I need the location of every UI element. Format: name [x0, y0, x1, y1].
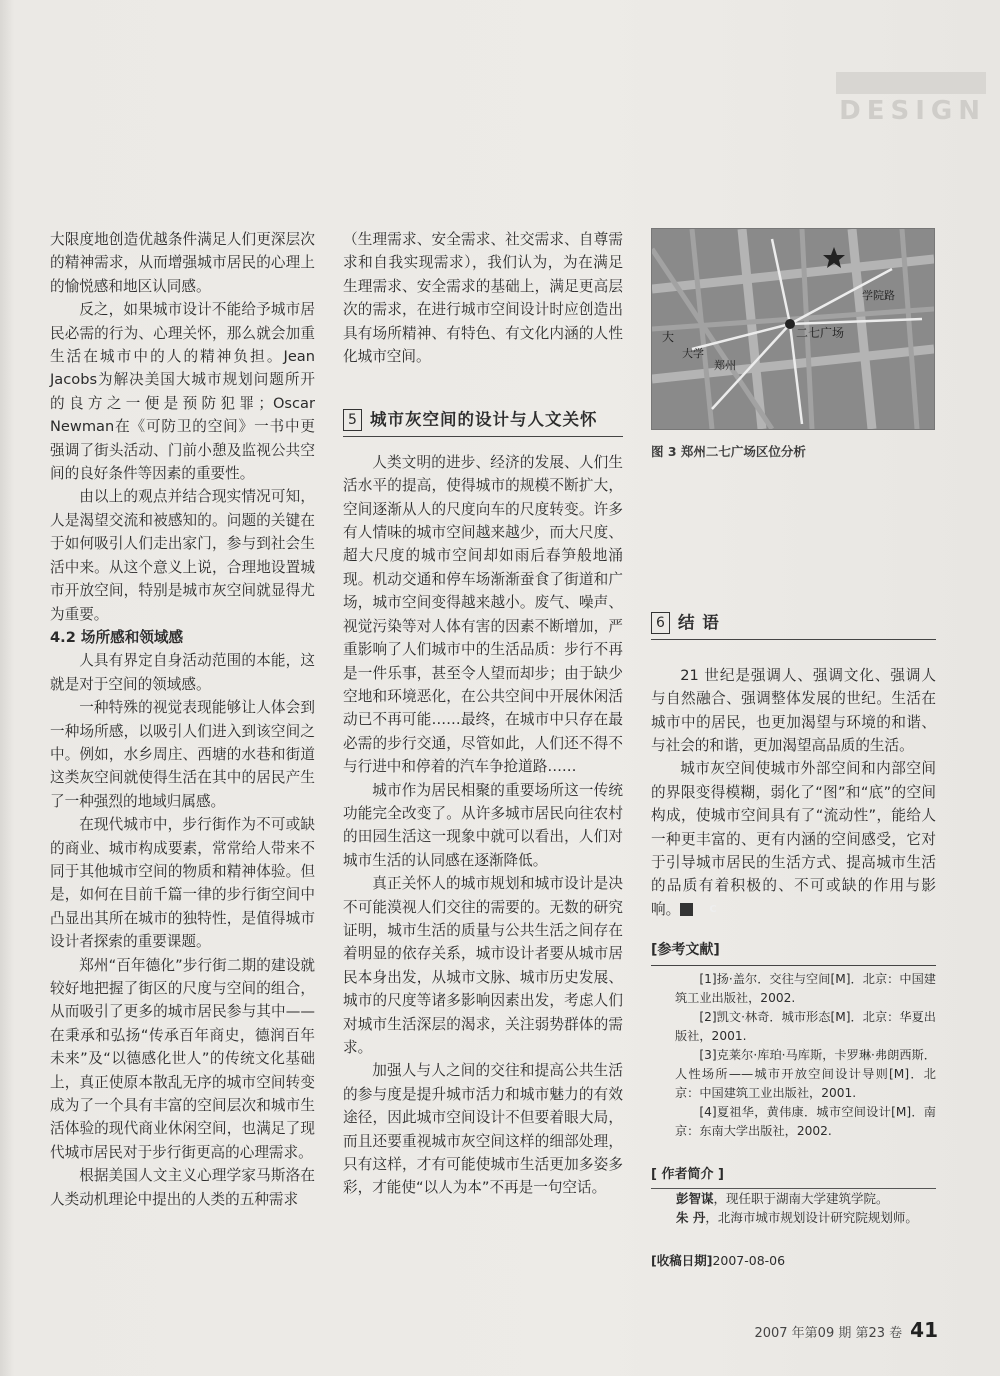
received-value: 2007-08-06 — [712, 1253, 786, 1269]
page-number: 41 — [910, 1318, 938, 1342]
paragraph-text: 城市灰空间使城市外部空间和内部空间的界限变得模糊，弱化了“图”和“底”的空间构成，使城市空间具有了“流动性”，能给人一种更丰富的、更有内涵的空间感受，它对于引导城市居民的生活方式、提高城市生活的品质有着积极的、不可或缺的作用与影响。 — [651, 760, 936, 918]
reference-item: [2]凯文·林奇．城市形态[M]．北京：华夏出版社，2001. — [675, 1009, 936, 1043]
paragraph: 城市作为居民相聚的重要场所这一传统功能完全改变了。从许多城市居民向往农村的田园生活这一现象中就可以看出，人们对城市生活的认同感在逐渐降低。 — [343, 781, 623, 869]
section-heading-5 — [343, 408, 623, 436]
column-3 — [651, 228, 936, 1273]
paragraph — [651, 757, 936, 921]
author-affiliation: ，现任职于湖南大学建筑学院。 — [713, 1191, 889, 1207]
map-label: 郑州 — [714, 359, 736, 372]
paragraph: 一种特殊的视觉表现能够让人体会到一种场所感，以吸引人们进入到该空间之中。例如，水乡周庄、西塘的水巷和街道这类灰空间就使得生活在其中的居民产生了一种强烈的地域归属感。 — [50, 699, 315, 810]
author-entry — [651, 1208, 936, 1227]
subsection-heading: 4.2 场所感和领域感 — [50, 628, 184, 646]
author-info-heading: [ 作者简介 ] — [651, 1163, 936, 1189]
issue-info: 2007 年第09 期 第23 卷 — [754, 1326, 903, 1341]
paragraph: 根据美国人文主义心理学家马斯洛在人类动机理论中提出的人类的五种需求 — [50, 1167, 315, 1208]
paragraph: 大限度地创造优越条件满足人们更深层次的精神需求，从而增强城市居民的心理上的愉悦感和地区认同感。 — [50, 231, 315, 295]
map-label: 二七广场 — [796, 326, 845, 340]
author-entry — [651, 1189, 936, 1208]
paragraph: 由以上的观点并结合现实情况可知，人是渴望交流和被感知的。问题的关键在于如何吸引人们走出家门，参与到社会生活中来。从这个意义上说，合理地设置城市开放空间，特别是城市灰空间就显得尤为重要。 — [50, 488, 315, 623]
paragraph: 21 世纪是强调人、强调文化、强调人与自然融合、强调整体发展的世纪。生活在城市中的居民，也更加渴望与环境的和谐、与社会的和谐，更加渴望高品质的生活。 — [651, 666, 936, 755]
figure-caption: 图 3 郑州二七广场区位分析 — [651, 444, 806, 459]
column-1 — [50, 228, 315, 1211]
paragraph: 人具有界定自身活动范围的本能，这就是对于空间的领域感。 — [50, 652, 315, 693]
reference-item: [1]扬·盖尔．交往与空间[M]．北京：中国建筑工业出版社，2002. — [675, 971, 936, 1005]
reference-item: [4]夏祖华，黄伟康．城市空间设计[M]．南京：东南大学出版社，2002. — [675, 1104, 936, 1138]
received-date — [651, 1249, 936, 1272]
author-affiliation: ，北海市城市规划设计研究院规划师。 — [705, 1210, 918, 1226]
end-of-article-mark: C — [680, 903, 693, 916]
received-label: [收稿日期] — [651, 1253, 713, 1269]
reference-item: [3]克莱尔·库珀·马库斯，卡罗琳·弗朗西斯．人性场所——城市开放空间设计导则[M]．北京：中国建筑工业出版社，2001. — [675, 1047, 936, 1100]
author-name: 朱 丹 — [676, 1210, 706, 1226]
references-heading: [参考文献] — [651, 939, 936, 965]
author-name: 彭智谋 — [676, 1191, 714, 1207]
paragraph: 在现代城市中，步行街作为不可或缺的商业、城市构成要素，常常给人带来不同于其他城市空间的物质和精神体验。但是，如何在目前千篇一律的步行街空间中凸显出其所在城市的独特性，是值得城市设计者探索的重要课题。 — [50, 816, 315, 951]
section-title: 结 语 — [678, 613, 720, 633]
page-footer — [754, 1318, 938, 1342]
reference-list — [651, 970, 936, 1141]
map-label: 学院路 — [862, 289, 895, 302]
district-map-figure — [651, 228, 935, 430]
paragraph: 真正关怀人的城市规划和城市设计是决不可能漠视人们交往的需要的。无数的研究证明，城市生活的质量与公共生活之间存在着明显的依存关系，城市设计者要从城市居民本身出发，从城市文脉、城市历史发展、城市的尺度等诸多影响因素出发，考虑人们对城市生活深层的渴求，关注弱势群体的需求。 — [343, 875, 623, 1056]
map-image — [652, 229, 934, 429]
paragraph: 反之，如果城市设计不能给予城市居民必需的行为、心理关怀，那么就会加重生活在城市中的人的精神负担。Jean Jacobs为解决美国大城市规划问题所开的良方之一便是预防犯罪；Oscar Newman在《可防卫的空间》一书中更强调了街头活动、门前小憩及监视公共空间的良好条件等因素的重要性。 — [50, 301, 315, 483]
paragraph: 人类文明的进步、经济的发展、人们生活水平的提高，使得城市的规模不断扩大，空间逐渐从人的尺度向车的尺度转变。许多有人情味的城市空间越来越少，而大尺度、超大尺度的城市空间却如雨后春笋般地涌现。机动交通和停车场渐渐蚕食了街道和广场，城市空间变得越来越小。废气、噪声、视觉污染等对人体有害的因素不断增加，严重影响了人们城市中的生活品质：步行不再是一件乐事，甚至令人望而却步；由于缺少空地和环境恶化，在公共空间中开展休闲活动已不再可能……最终，在城市中只存在最必需的步行交通，尽管如此，人们还不得不与行进中和停着的汽车争抢道路…… — [343, 453, 623, 776]
section-number: 5 — [343, 409, 362, 431]
paragraph: 加强人与人之间的交往和提高公共生活的参与度是提升城市活力和城市魅力的有效途径，因此城市空间设计不但要着眼大局，而且还要重视城市灰空间这样的细部处理，只有这样，才有可能使城市生活更加多姿多彩，才能使“以人为本”不再是一句空话。 — [343, 1062, 623, 1197]
column-2 — [343, 228, 623, 1200]
paragraph: （生理需求、安全需求、社交需求、自尊需求和自我实现需求），我们认为，为在满足生理需求、安全需求的基础上，满足更高层次的需求，在进行城市空间设计时应创造出具有场所精神、有特色、有文化内涵的人性化城市空间。 — [343, 231, 623, 366]
section-title: 城市灰空间的设计与人文关怀 — [370, 410, 598, 430]
section-number: 6 — [651, 612, 670, 634]
bleed-through-logo — [836, 72, 986, 94]
map-label: 大 — [662, 330, 675, 344]
design-mark: DESIGN — [839, 96, 986, 126]
map-label: 大学 — [682, 347, 704, 360]
section-heading-6 — [651, 611, 936, 639]
paragraph: 郑州“百年德化”步行街二期的建设就较好地把握了街区的尺度与空间的组合，从而吸引了更多的城市居民参与其中——在秉承和弘扬“传承百年商史，德润百年未来”及“以德感化世人”的传统文化基础上，真正使原本散乱无序的城市空间转变成为了一个具有丰富的空间层次和城市生活体验的现代商业休闲空间，也满足了现代城市居民对于步行街更高的心理需求。 — [50, 956, 315, 1161]
